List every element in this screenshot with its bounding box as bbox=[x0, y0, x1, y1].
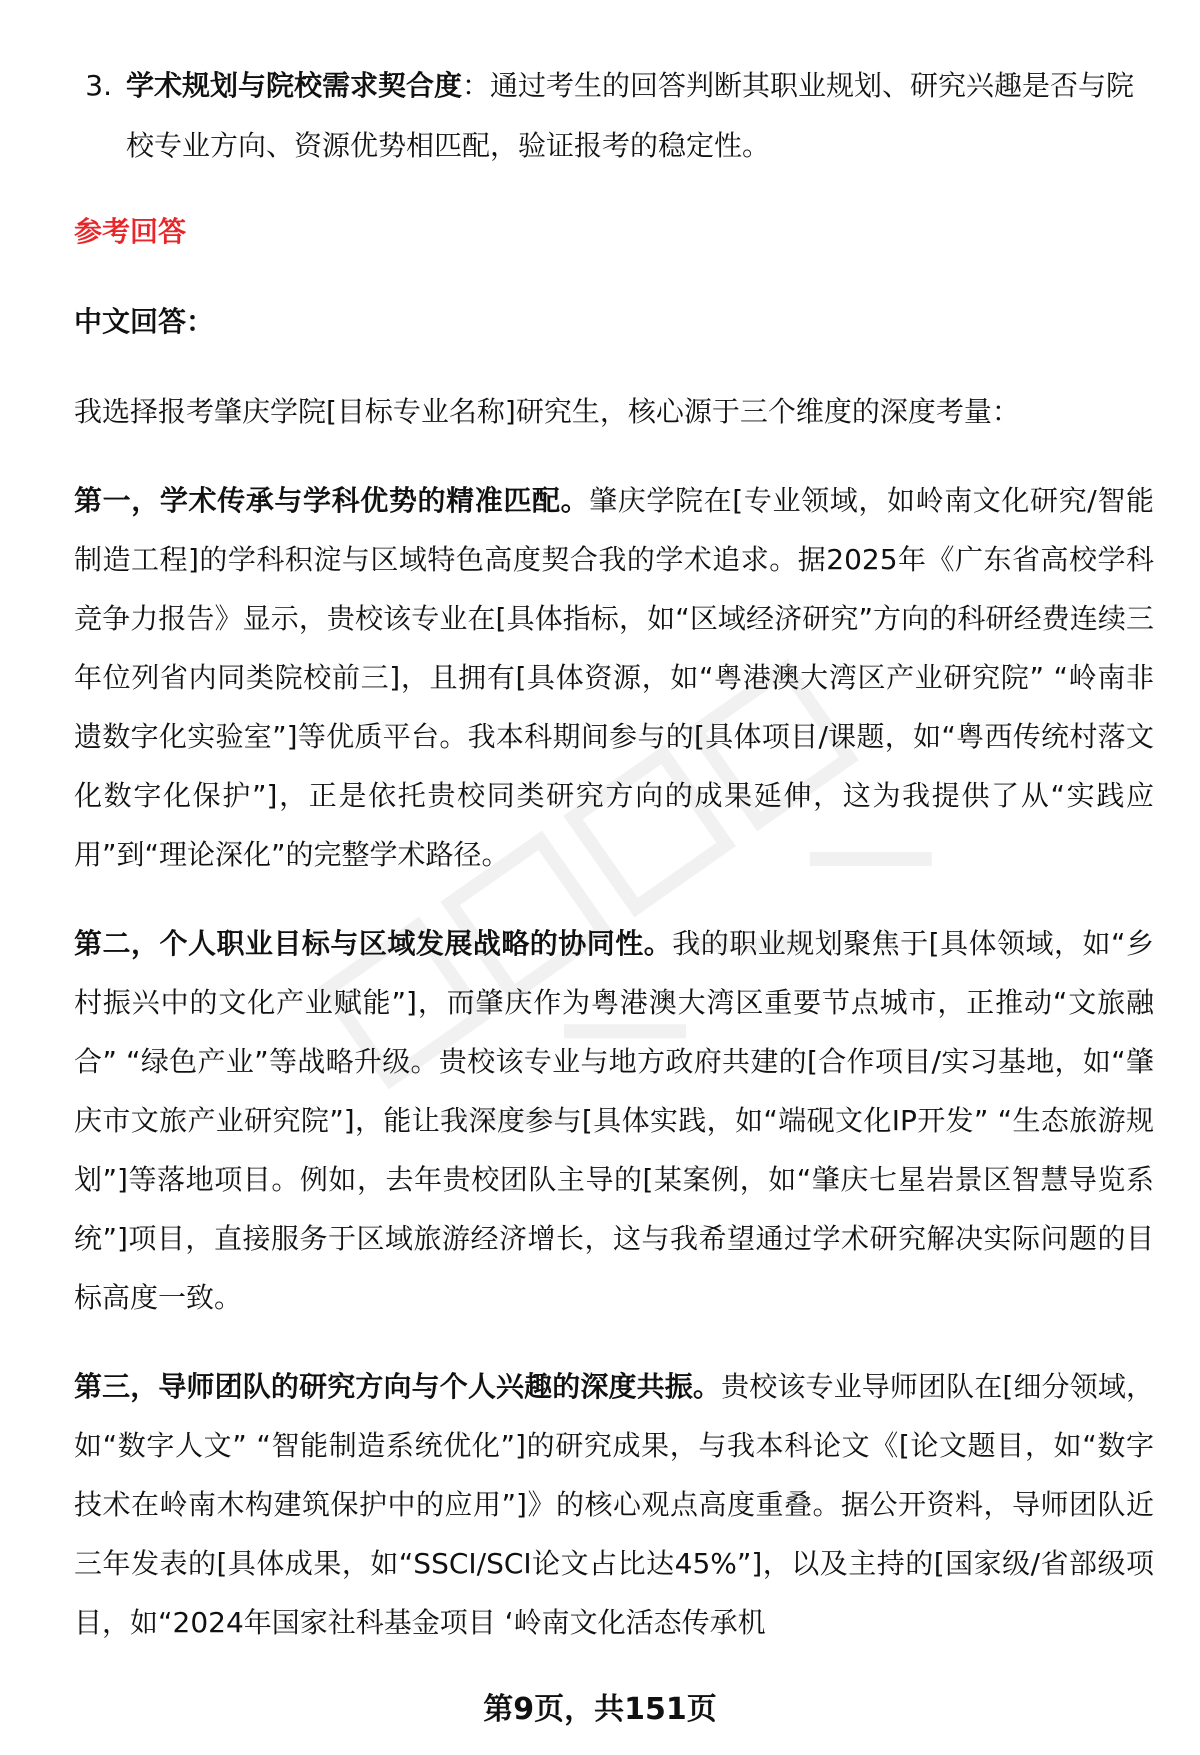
paragraph-lead: 第一，学术传承与学科优势的精准匹配。 bbox=[74, 484, 590, 517]
list-item-title: 学术规划与院校需求契合度 bbox=[126, 69, 463, 102]
paragraph-text: 贵校该专业导师团队在[细分领域，如“数字人文” “智能制造系统优化”]的研究成果，与我本科论文《[论文题目，如“数字技术在岭南木构建筑保护中的应用”]》的核心观点高度重叠。据公开资料，导师团队近三年发表的[具体成果，如“SSCI/SCI论文占比达45%”]，以及主持的[国家级/省部级项目，如“2024年国家社科基金项目 ‘岭南文化活态传承机 bbox=[74, 1370, 1154, 1639]
list-body bbox=[126, 56, 1154, 176]
intro-paragraph: 我选择报考肇庆学院[目标专业名称]研究生，核心源于三个维度的深度考量： bbox=[74, 395, 1020, 428]
list-number: 3. bbox=[85, 69, 112, 102]
paragraph-lead: 第三，导师团队的研究方向与个人兴趣的深度共振。 bbox=[74, 1370, 722, 1403]
reference-heading: 参考回答 bbox=[74, 215, 187, 248]
paragraph-lead: 第二，个人职业目标与区域发展战略的协同性。 bbox=[74, 927, 673, 960]
paragraph-text: 我的职业规划聚焦于[具体领域，如“乡村振兴中的文化产业赋能”]，而肇庆作为粤港澳大湾区重要节点城市，正推动“文旅融合” “绿色产业”等战略升级。贵校该专业与地方政府共建的[合作项目/实习基地，如“肇庆市文旅产业研究院”]，能让我深度参与[具体实践，如“端砚文化IP开发” “生态旅游规划”]等落地项目。例如，去年贵校团队主导的[某案例，如“肇庆七星岩景区智慧导览系统”]项目，直接服务于区域旅游经济增长，这与我希望通过学术研究解决实际问题的目标高度一致。 bbox=[74, 927, 1154, 1314]
list-item-text: ：通过考生的回答判断其职业规划、研究兴趣是否与院校专业方向、资源优势相匹配，验证报考的稳定性。 bbox=[126, 69, 1135, 162]
chinese-heading: 中文回答： bbox=[74, 305, 215, 338]
paragraph-first bbox=[74, 471, 1154, 884]
paragraph-text: 肇庆学院在[专业领域，如岭南文化研究/智能制造工程]的学科积淀与区域特色高度契合我的学术追求。据2025年《广东省高校学科竞争力报告》显示，贵校该专业在[具体指标，如“区域经济研究”方向的科研经费连续三年位列省内同类院校前三]，且拥有[具体资源，如“粤港澳大湾区产业研究院” “岭南非遗数字化实验室”]等优质平台。我本科期间参与的[具体项目/课题，如“粤西传统村落文化数字化保护”]，正是依托贵校同类研究方向的成果延伸，这为我提供了从“实践应用”到“理论深化”的完整学术路径。 bbox=[74, 484, 1154, 871]
document-content bbox=[74, 56, 1154, 1682]
paragraph-third bbox=[74, 1357, 1154, 1652]
page-footer: 第9页，共151页 bbox=[483, 1692, 717, 1727]
numbered-list-item bbox=[74, 56, 1154, 176]
paragraph-second bbox=[74, 914, 1154, 1327]
